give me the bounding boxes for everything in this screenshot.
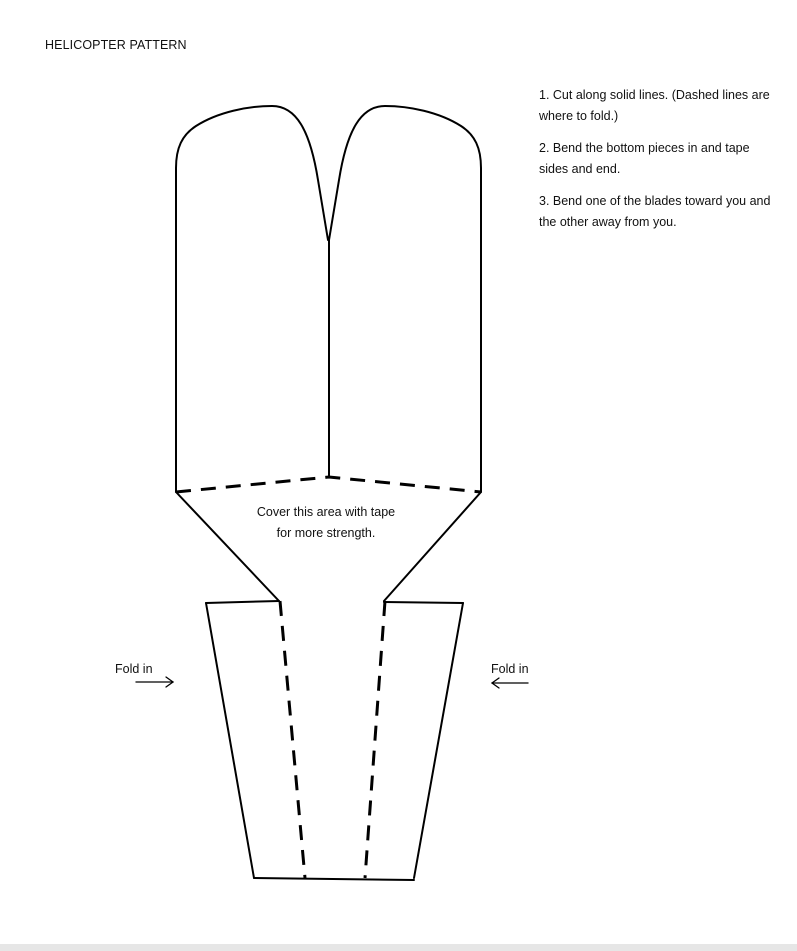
right-blade-outline: [329, 106, 481, 492]
tape-note-line-2: for more strength.: [276, 526, 376, 540]
tape-note-line-1: Cover this area with tape: [256, 505, 396, 519]
left-blade-outline: [176, 106, 328, 492]
body-left-edge: [206, 603, 254, 878]
instruction-step-1: 1. Cut along solid lines. (Dashed lines are where to fold.): [539, 88, 770, 123]
page-bottom-edge: [0, 944, 797, 951]
body-top-right-edge: [384, 602, 463, 603]
body-right-edge: [414, 603, 463, 878]
neck-right-edge: [384, 492, 481, 601]
fold-in-right-label: Fold in: [491, 662, 529, 676]
body-top-left-edge: [206, 601, 279, 603]
fold-in-right-arrow-icon: [136, 677, 173, 687]
instruction-step-2: 2. Bend the bottom pieces in and tape sides and end.: [539, 141, 750, 176]
fold-in-left-arrow-icon: [492, 678, 528, 688]
body-bottom-edge: [254, 878, 414, 880]
body-right-fold-line: [365, 601, 385, 878]
page-title: HELICOPTER PATTERN: [45, 38, 187, 52]
fold-in-left-label: Fold in: [115, 662, 153, 676]
blade-fold-line: [176, 477, 481, 492]
body-left-fold-line: [280, 601, 305, 878]
instruction-step-3: 3. Bend one of the blades toward you and the other away from you.: [539, 194, 771, 229]
